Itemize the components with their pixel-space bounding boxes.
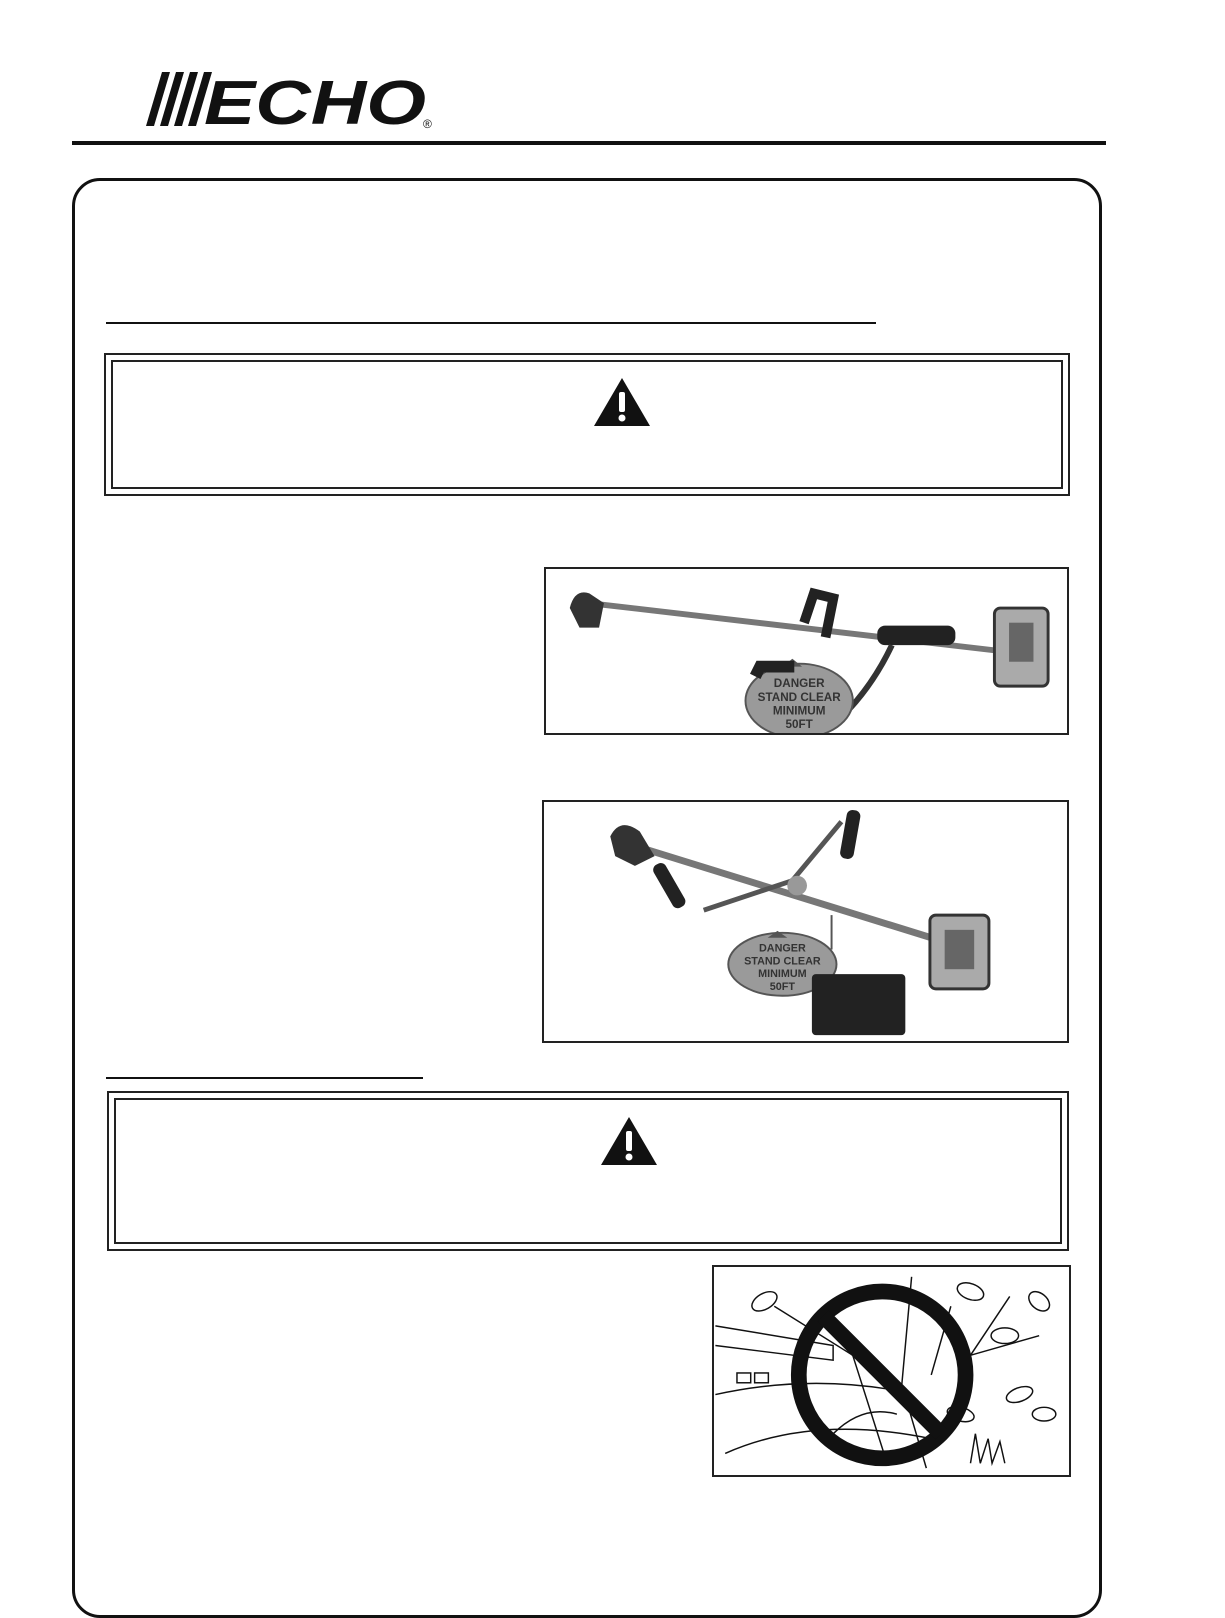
- echo-logo: [140, 70, 440, 130]
- prohibited-use-image: [714, 1267, 1069, 1475]
- tag2-line-2: STAND CLEAR: [744, 955, 821, 968]
- tag2-line-1: DANGER: [758, 942, 806, 955]
- warning-box: [104, 353, 1070, 496]
- trimmer-photo: [544, 567, 1069, 735]
- warning-triangle-icon: [592, 376, 652, 428]
- brushcutter-image: [544, 802, 1067, 1041]
- tag-line-4: 50FT: [785, 718, 813, 732]
- tag-line-3: MINIMUM: [772, 704, 826, 718]
- warning-box-inner: [111, 360, 1063, 489]
- prohibited-use-illustration: [712, 1265, 1071, 1477]
- tag2-line-4: 50FT: [769, 980, 795, 993]
- registered-mark: ®: [423, 117, 432, 130]
- section-heading-rule: [106, 322, 876, 324]
- warning-triangle-icon: [599, 1115, 659, 1167]
- brand-wordmark: ECHO: [204, 70, 426, 130]
- trimmer-image: [546, 569, 1067, 733]
- warning-box-2-inner: [114, 1098, 1062, 1244]
- prohibition-icon: [799, 1292, 966, 1459]
- tag-line-2: STAND CLEAR: [757, 690, 841, 704]
- tag-line-1: DANGER: [773, 677, 825, 691]
- tag2-line-3: MINIMUM: [758, 968, 807, 981]
- header-rule: [72, 141, 1106, 145]
- brushcutter-photo: [542, 800, 1069, 1043]
- warning-box-2: [107, 1091, 1069, 1251]
- section-heading-rule-2: [106, 1077, 423, 1079]
